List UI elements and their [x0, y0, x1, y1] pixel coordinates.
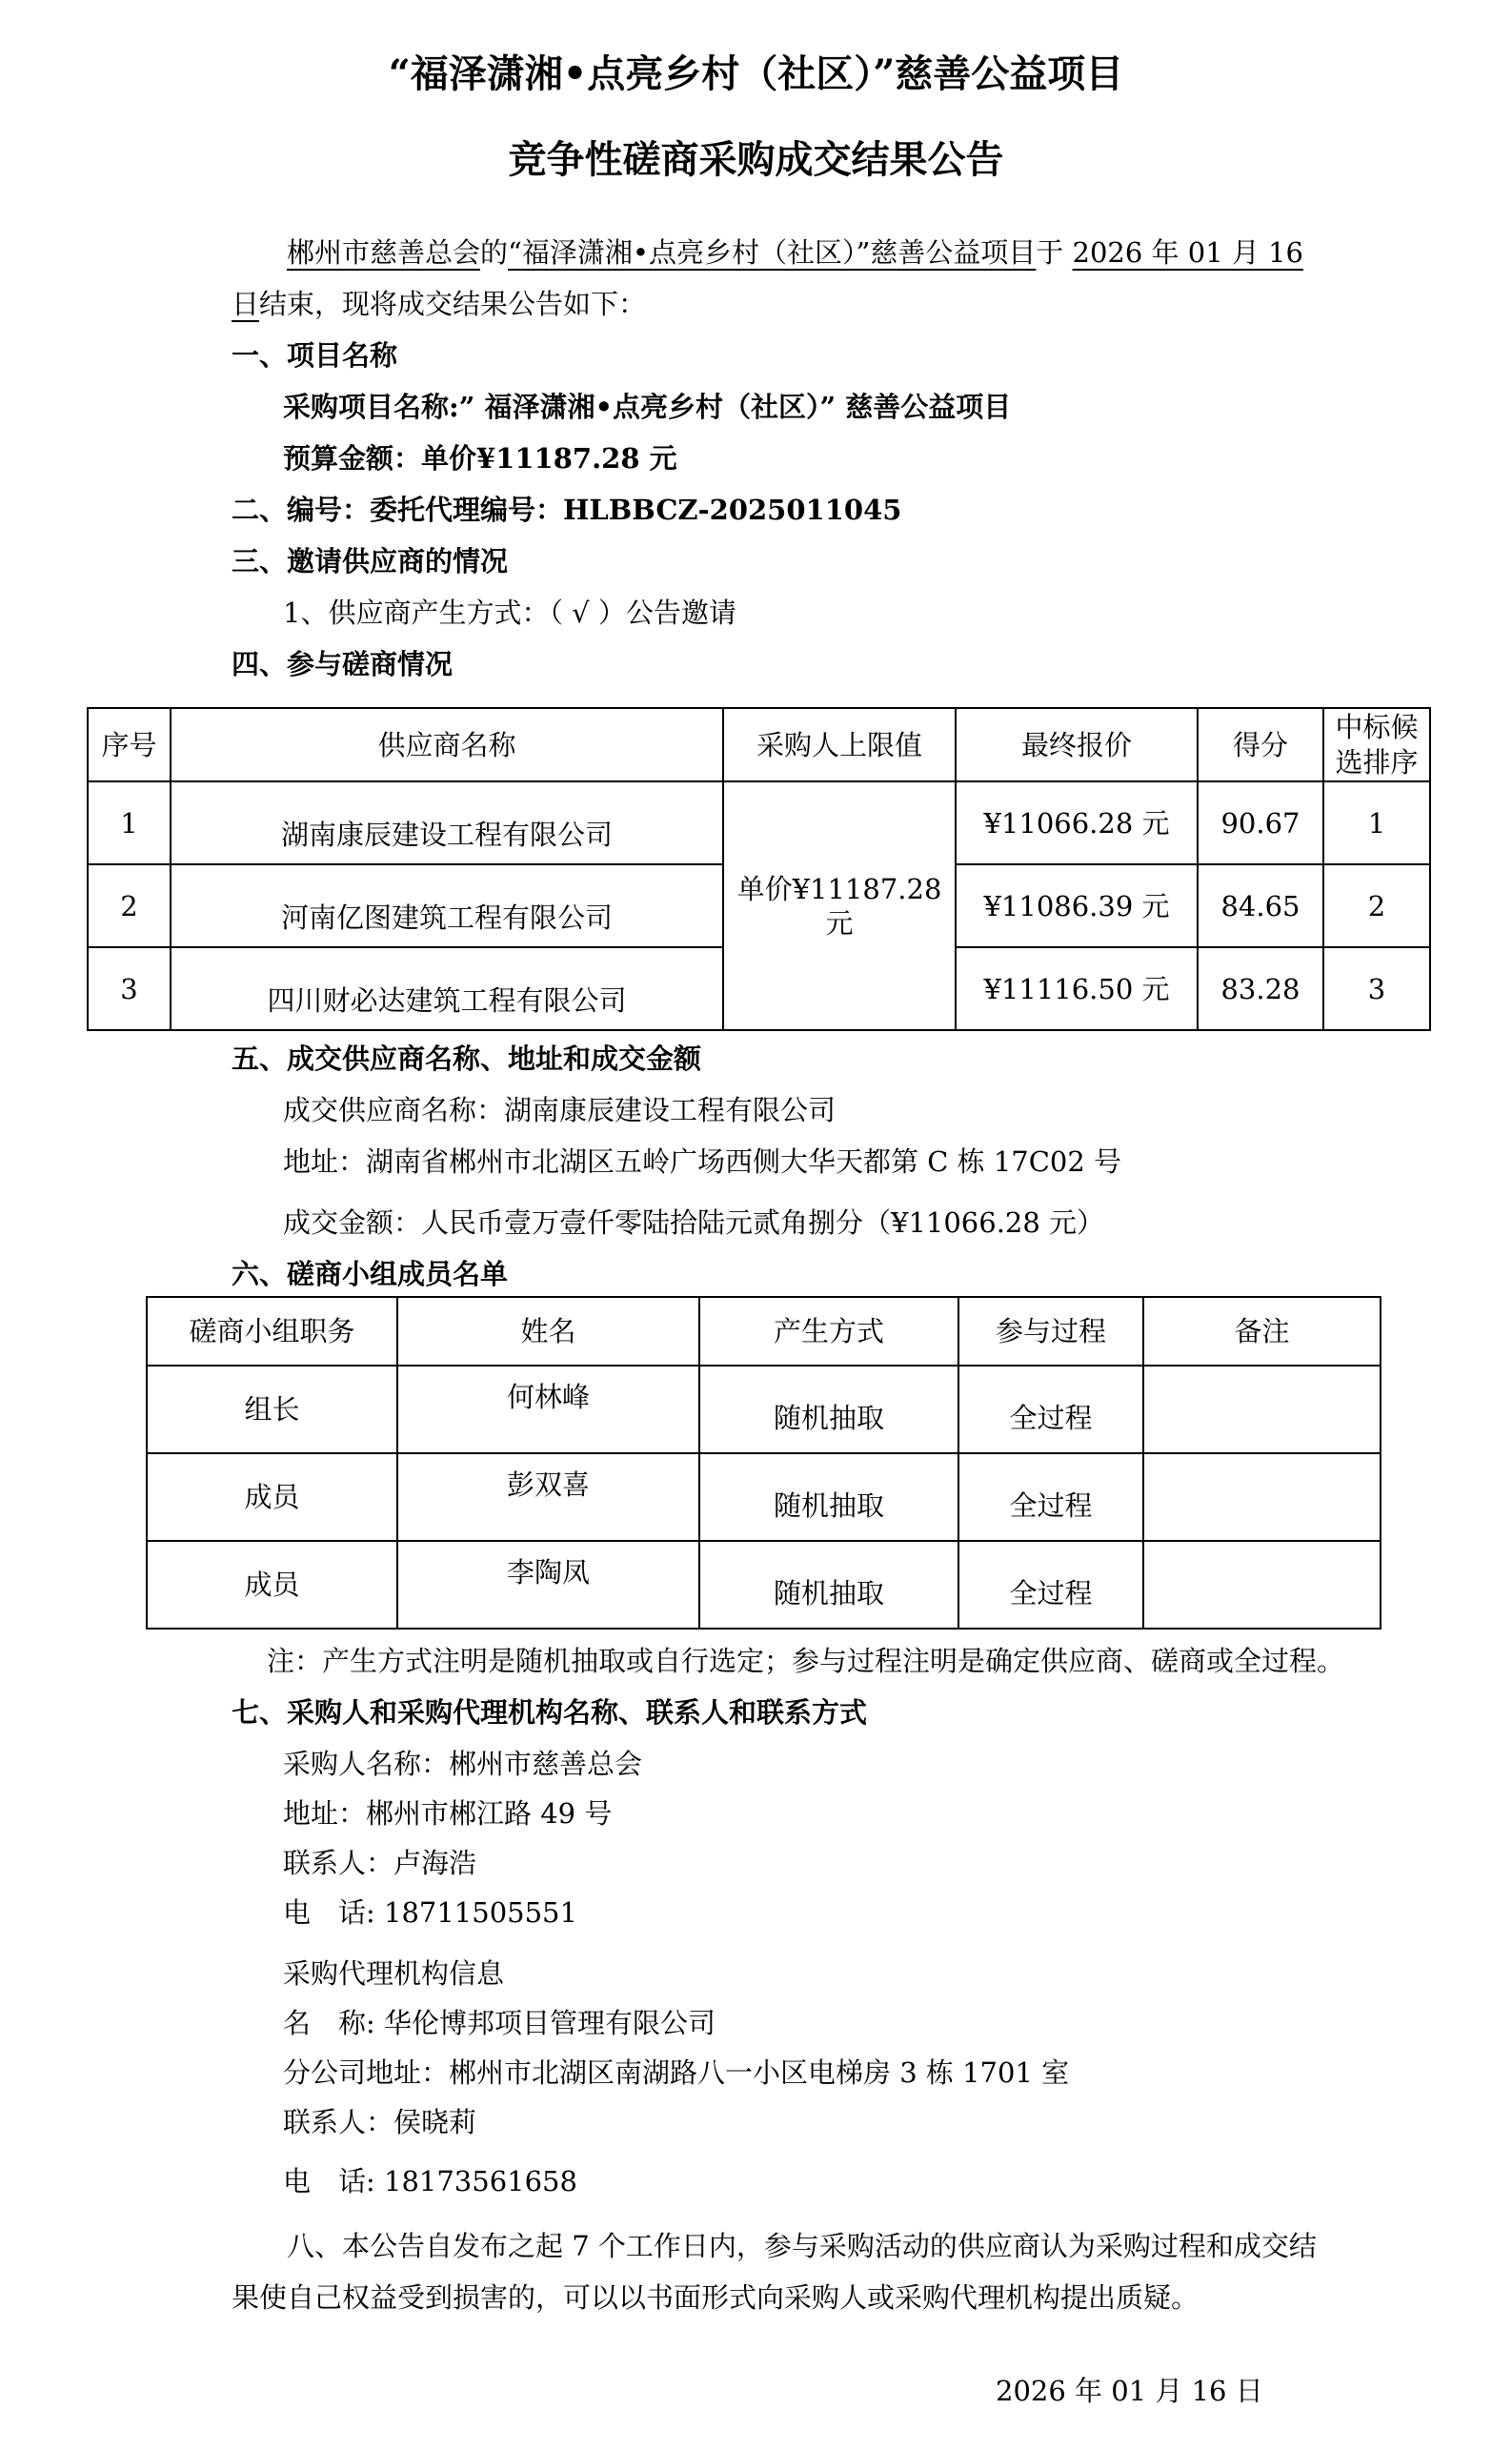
cell-supplier: 四川财必达建筑工程有限公司 — [171, 947, 723, 1030]
negotiation-panel-table — [146, 1296, 1381, 1630]
header-name: 姓名 — [397, 1297, 699, 1366]
table-header-row — [147, 1297, 1381, 1366]
purchaser-address: 地址：郴州市郴江路 49 号 — [283, 1797, 613, 1830]
header-method: 产生方式 — [699, 1297, 958, 1366]
cell-method: 随机抽取 — [699, 1453, 958, 1541]
section1-project-name: 采购项目名称:” 福泽潇湘•点亮乡村（社区）” 慈善公益项目 — [283, 391, 1012, 423]
cell-remark — [1143, 1541, 1381, 1629]
agency-contact: 联系人：侯晓莉 — [283, 2106, 477, 2138]
cell-score: 83.28 — [1198, 947, 1323, 1030]
cell-role: 成员 — [147, 1453, 397, 1541]
header-supplier: 供应商名称 — [171, 708, 723, 781]
cell-seq: 1 — [88, 781, 171, 864]
section5-heading: 五、成交供应商名称、地址和成交金额 — [232, 1043, 702, 1075]
intro-date-continued-underlined: 日 — [232, 288, 260, 320]
cell-method: 随机抽取 — [699, 1366, 958, 1453]
header-remark: 备注 — [1143, 1297, 1381, 1366]
cell-role: 成员 — [147, 1541, 397, 1629]
section5-amount: 成交金额：人民币壹万壹仟零陆拾陆元贰角捌分（¥11066.28 元） — [283, 1206, 1105, 1239]
table-row — [147, 1366, 1381, 1453]
purchaser-phone: 电 话: 18711505551 — [283, 1896, 577, 1929]
table-row — [147, 1453, 1381, 1541]
section3-supplier-method: 1、供应商产生方式：（ √ ）公告邀请 — [283, 597, 736, 629]
cell-name: 彭双喜 — [397, 1453, 699, 1541]
cell-name: 何林峰 — [397, 1366, 699, 1453]
table-row — [147, 1541, 1381, 1629]
intro-line-2 — [232, 278, 646, 330]
cell-final-offer: ¥11116.50 元 — [956, 947, 1198, 1030]
cell-rank: 2 — [1323, 864, 1430, 947]
section2-heading: 二、编号：委托代理编号：HLBBCZ-2025011045 — [232, 494, 902, 526]
header-seq: 序号 — [88, 708, 171, 781]
intro-conn2: 于 — [1036, 236, 1073, 269]
table-row — [88, 781, 1430, 864]
header-rank: 中标候选排序 — [1323, 708, 1430, 781]
cell-seq: 3 — [88, 947, 171, 1030]
cell-method: 随机抽取 — [699, 1541, 958, 1629]
intro-tail: 结束，现将成交结果公告如下： — [259, 288, 647, 320]
negotiation-result-table — [87, 707, 1431, 1031]
intro-conn1: 的 — [480, 236, 509, 269]
section8-line-2: 果使自己权益受到损害的，可以以书面形式向采购人或采购代理机构提出质疑。 — [232, 2281, 1200, 2314]
purchaser-name: 采购人名称：郴州市慈善总会 — [283, 1748, 643, 1780]
section3-heading: 三、邀请供应商的情况 — [232, 545, 509, 577]
cell-rank: 3 — [1323, 947, 1430, 1030]
intro-line-1 — [232, 227, 1303, 278]
section1-heading: 一、项目名称 — [232, 339, 398, 372]
header-score: 得分 — [1198, 708, 1323, 781]
section4-heading: 四、参与磋商情况 — [232, 648, 454, 680]
cell-supplier: 河南亿图建筑工程有限公司 — [171, 864, 723, 947]
section8-line-1: 八、本公告自发布之起 7 个工作日内，参与采购活动的供应商认为采购过程和成交结 — [287, 2230, 1317, 2262]
agency-phone: 电 话: 18173561658 — [283, 2165, 577, 2197]
doc-title-line2: 竞争性磋商采购成交结果公告 — [508, 137, 1004, 182]
cell-process: 全过程 — [958, 1453, 1143, 1541]
cell-final-offer: ¥11086.39 元 — [956, 864, 1198, 947]
section5-address: 地址：湖南省郴州市北湖区五岭广场西侧大华天都第 C 栋 17C02 号 — [283, 1145, 1122, 1178]
header-role: 磋商小组职务 — [147, 1297, 397, 1366]
cell-seq: 2 — [88, 864, 171, 947]
agency-name: 名 称: 华伦博邦项目管理有限公司 — [283, 2007, 716, 2039]
cell-supplier: 湖南康辰建设工程有限公司 — [171, 781, 723, 864]
table-header-row — [88, 708, 1430, 781]
cell-role: 组长 — [147, 1366, 397, 1453]
panel-note: 注：产生方式注明是随机抽取或自行选定；参与过程注明是确定供应商、磋商或全过程。 — [267, 1645, 1345, 1677]
section6-heading: 六、磋商小组成员名单 — [232, 1258, 509, 1290]
cell-rank: 1 — [1323, 781, 1430, 864]
section1-budget: 预算金额：单价¥11187.28 元 — [283, 442, 677, 475]
cell-remark — [1143, 1453, 1381, 1541]
cell-score: 90.67 — [1198, 781, 1323, 864]
header-price-limit: 采购人上限值 — [723, 708, 956, 781]
header-process: 参与过程 — [958, 1297, 1143, 1366]
cell-process: 全过程 — [958, 1541, 1143, 1629]
section5-winner: 成交供应商名称：湖南康辰建设工程有限公司 — [283, 1094, 837, 1126]
announcement-date: 2026 年 01 月 16 日 — [996, 2375, 1263, 2407]
header-final-offer: 最终报价 — [956, 708, 1198, 781]
cell-remark — [1143, 1366, 1381, 1453]
intro-org-underlined: 郴州市慈善总会 — [287, 236, 481, 269]
cell-score: 84.65 — [1198, 864, 1323, 947]
intro-project-underlined: “福泽潇湘•点亮乡村（社区）”慈善公益项目 — [508, 236, 1037, 269]
doc-title-line1: “福泽潇湘•点亮乡村（社区）”慈善公益项目 — [388, 51, 1124, 96]
intro-date-underlined: 2026 年 01 月 16 — [1072, 236, 1303, 269]
cell-process: 全过程 — [958, 1366, 1143, 1453]
cell-final-offer: ¥11066.28 元 — [956, 781, 1198, 864]
agency-branch-address: 分公司地址：郴州市北湖区南湖路八一小区电梯房 3 栋 1701 室 — [283, 2056, 1070, 2089]
purchaser-contact: 联系人：卢海浩 — [283, 1847, 477, 1879]
cell-price-limit-merged: 单价¥11187.28 元 — [723, 781, 956, 1030]
cell-name: 李陶凤 — [397, 1541, 699, 1629]
section7-heading: 七、采购人和采购代理机构名称、联系人和联系方式 — [232, 1696, 868, 1729]
agency-info-title: 采购代理机构信息 — [283, 1957, 505, 1990]
